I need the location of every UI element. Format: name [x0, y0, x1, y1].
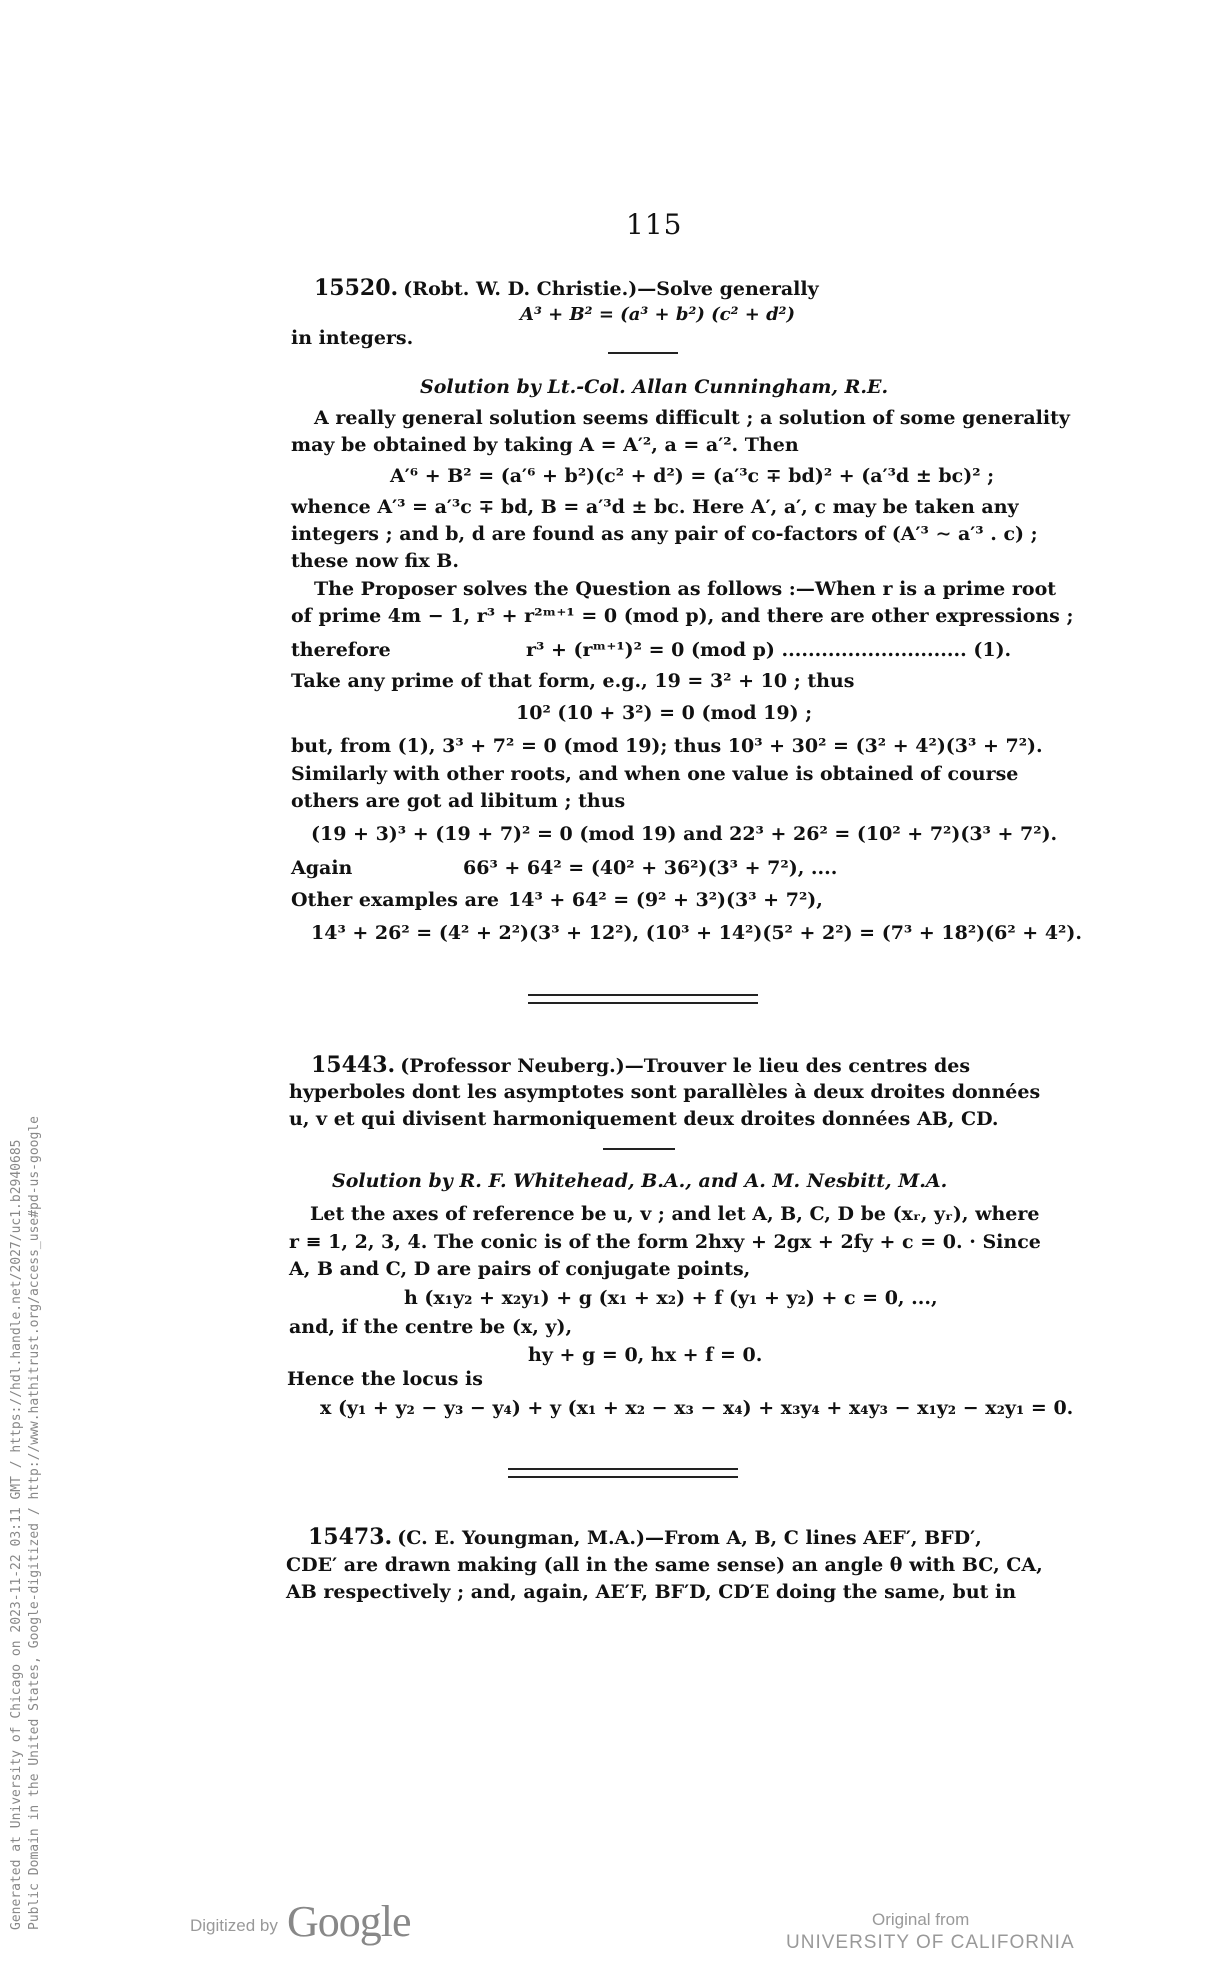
question-text: (Professor Neuberg.)—Trouver le lieu des centres des: [400, 1055, 971, 1077]
watermark-line: Public Domain in the United States, Google-digitized / http://www.hathitrust.org/access_use#pd-us-google: [27, 1116, 42, 1930]
section-divider: [508, 1468, 738, 1478]
question-equation: A³ + B² = (a³ + b²) (c² + d²): [520, 304, 796, 325]
solution-equation: h (x₁y₂ + x₂y₁) + g (x₁ + x₂) + f (y₁ + y₂) + c = 0, ...,: [404, 1287, 938, 1309]
solution-line: these now fix B.: [291, 550, 459, 572]
solution-line: A, B and C, D are pairs of conjugate points,: [289, 1258, 751, 1280]
solution-equation: A′⁶ + B² = (a′⁶ + b²)(c² + d²) = (a′³c ∓ bd)² + (a′³d ± bc)² ;: [390, 465, 995, 487]
solution-equation: r³ + (rᵐ⁺¹)² = 0 (mod p) ............................ (1).: [526, 639, 1012, 661]
question-line: hyperboles dont les asymptotes sont parallèles à deux droites données: [289, 1081, 1041, 1103]
solution-line: Let the axes of reference be u, v ; and let A, B, C, D be (xᵣ, yᵣ), where: [310, 1203, 1040, 1225]
solution-line: may be obtained by taking A = A′², a = a′². Then: [291, 434, 799, 456]
question-15520-header: [314, 275, 819, 302]
solution-line: Again: [291, 857, 353, 879]
question-line: CDE′ are drawn making (all in the same sense) an angle θ with BC, CA,: [286, 1554, 1043, 1576]
solution-line: A really general solution seems difficult ; a solution of some generality: [314, 407, 1070, 429]
question-15443-header: [311, 1052, 970, 1079]
question-text: (Robt. W. D. Christie.)—Solve generally: [403, 278, 819, 300]
university-label: UNIVERSITY OF CALIFORNIA: [786, 1932, 1075, 1953]
solution-line: of prime 4m − 1, r³ + r²ᵐ⁺¹ = 0 (mod p), and there are other expressions ;: [291, 605, 1074, 627]
solution-line: Take any prime of that form, e.g., 19 = 3² + 10 ; thus: [291, 670, 855, 692]
question-number: 15443.: [311, 1052, 396, 1078]
question-15473-header: [308, 1524, 982, 1551]
solution-line: Similarly with other roots, and when one value is obtained of course: [291, 763, 1019, 785]
section-divider: [528, 994, 758, 1004]
watermark-line: Generated at University of Chicago on 2023-11-22 03:11 GMT / https://hdl.handle.net/2027/uc1.b2940685: [9, 1139, 24, 1930]
solution-equation: hy + g = 0, hx + f = 0.: [528, 1344, 763, 1366]
solution-line: whence A′³ = a′³c ∓ bd, B = a′³d ± bc. Here A′, a′, c may be taken any: [291, 496, 1019, 518]
question-line: AB respectively ; and, again, AE′F, BF′D, CD′E doing the same, but in: [286, 1581, 1017, 1603]
solution-equation: (19 + 3)³ + (19 + 7)² = 0 (mod 19) and 22³ + 26² = (10² + 7²)(3³ + 7²).: [311, 823, 1058, 845]
solution-equation: 10² (10 + 3²) = 0 (mod 19) ;: [516, 702, 813, 724]
solution-line: Other examples are: [291, 889, 499, 911]
question-text: (C. E. Youngman, M.A.)—From A, B, C lines AEF′, BFD′,: [397, 1527, 982, 1549]
digitized-by-label: Digitized by: [190, 1916, 278, 1935]
page-number: 115: [626, 208, 683, 241]
solution-equation: x (y₁ + y₂ − y₃ − y₄) + y (x₁ + x₂ − x₃ − x₄) + x₃y₄ + x₄y₃ − x₁y₂ − x₂y₁ = 0.: [320, 1397, 1074, 1419]
google-logo: Google: [287, 1897, 411, 1946]
solution-line: integers ; and b, d are found as any pair of co-factors of (A′³ ∼ a′³ . c) ;: [291, 523, 1038, 545]
solution-byline: Solution by Lt.-Col. Allan Cunningham, R.E.: [420, 376, 889, 398]
solution-line: and, if the centre be (x, y),: [289, 1316, 573, 1338]
solution-byline: Solution by R. F. Whitehead, B.A., and A. M. Nesbitt, M.A.: [332, 1170, 948, 1192]
short-rule: [603, 1148, 675, 1150]
hathitrust-watermark: [8, 1116, 44, 1930]
solution-line: therefore: [291, 639, 391, 661]
solution-line: r ≡ 1, 2, 3, 4. The conic is of the form 2hxy + 2gx + 2fy + c = 0. · Since: [289, 1231, 1041, 1253]
question-line: u, v et qui divisent harmoniquement deux droites données AB, CD.: [289, 1108, 999, 1130]
solution-line: others are got ad libitum ; thus: [291, 790, 626, 812]
short-rule: [608, 352, 678, 354]
solution-line: but, from (1), 3³ + 7² = 0 (mod 19); thus 10³ + 30² = (3² + 4²)(3³ + 7²).: [291, 735, 1043, 757]
solution-equation: 14³ + 64² = (9² + 3²)(3³ + 7²),: [508, 889, 823, 911]
original-from-label: Original from: [872, 1910, 970, 1929]
solution-equation: 66³ + 64² = (40² + 36²)(3³ + 7²), ....: [463, 857, 838, 879]
solution-equation: 14³ + 26² = (4² + 2²)(3³ + 12²), (10³ + 14²)(5² + 2²) = (7³ + 18²)(6² + 4²).: [311, 922, 1082, 944]
question-number: 15520.: [314, 275, 399, 301]
solution-line: The Proposer solves the Question as follows :—When r is a prime root: [314, 578, 1057, 600]
question-tail: in integers.: [291, 327, 414, 349]
solution-line: Hence the locus is: [287, 1368, 483, 1390]
question-number: 15473.: [308, 1524, 393, 1550]
